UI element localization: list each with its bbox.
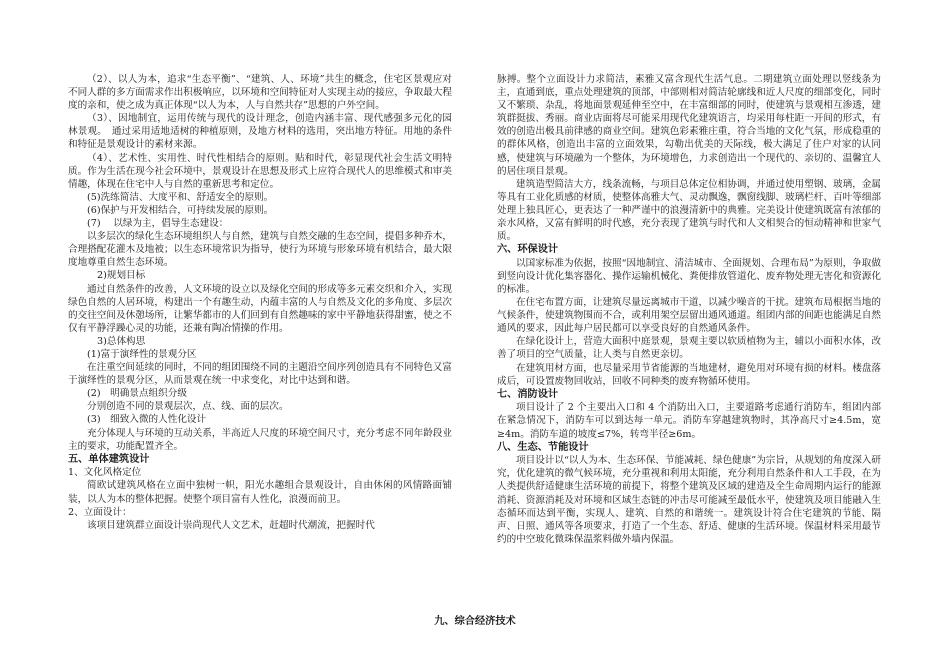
section-heading-7: 七、消防设计 <box>497 388 559 400</box>
section-heading-6: 六、环保设计 <box>497 244 559 256</box>
subheading: 1、文化风格定位 <box>68 467 142 479</box>
subheading: 3)总体构思 <box>97 335 146 347</box>
paragraph: 在住宅布置方面，让建筑尽量远离城市干道，以减少噪音的干扰。建筑布局根据当地的气候条件，使建筑物围而不合，或利用架空层留出通风通道。组团内部的间距也能满足自然通风的要求，因此每户居民都可以享受良好的自然通风条件。 <box>497 297 881 335</box>
paragraph: 项目设计了 2 个主要出入口和 4 个消防出入口，主要道路考虑通行消防车，组团内部在紧急情况下，消防车可以到达每一单元。消防车穿越建筑物时，其净高尺寸≥4.5m，宽≥4m。消防车道的坡度≤7%，转弯半径≥6m。 <box>497 402 881 440</box>
paragraph: （2）、以人为本，追求“生态平衡”、“建筑、人、环境”共生的概念，住宅区景观应对不同人群的多方面需求作出积极响应，以环境和空间特征对人实现主动的接应，争取最大程度的亲和，使之成为真正体现“以人为本，人与自然共存”思想的户外空间。 <box>68 74 452 112</box>
left-text-column <box>68 73 452 532</box>
section-heading-8: 八、生态、节能设计 <box>497 441 589 453</box>
paragraph: （3）、因地制宜，运用传统与现代的设计理念，创造内涵丰富、现代感强多元化的园林景观。 通过采用适地适树的种植原则，及地方材料的选用，突出地方特征。用地的条件和特征是景观设计的素材来源。 <box>68 113 452 151</box>
paragraph: 在建筑用材方面，也尽量采用节省能源的当地建材，避免用对环境有损的材料。楼盘落成后，可设置废物回收站，回收不同种类的废弃物循环使用。 <box>497 362 881 387</box>
subheading: (3) 细致入微的人性化设计 <box>87 414 207 426</box>
paragraph: 项目设计以“以人为本、生态环保、节能减耗、绿色健康”为宗旨，从规划的角度深入研究，优化建筑的微气候环境，充分重视和利用太阳能，充分利用自然条件和人工手段，在为人类提供舒适健康生活环境的前提下，将整个建筑及区域的建造及全生命周期内运行的能源消耗、资源消耗及对环境和区域生态链的冲击尽可能减至最低水平，使建筑及项目能融入生态循环而达到平衡，实现人、建筑、自然的和谐统一。建筑设计符合住宅建筑的节能、隔声、日照、通风等各项要求，打造了一个生态、舒适、健康的生活环境。保温材料采用最节约的中空玻化微珠保温浆料做外墙内保温。 <box>497 455 881 545</box>
paragraph: (7) 以绿为主，倡导生态建设： <box>87 218 229 230</box>
paragraph: 分别创造不同的景观层次，点、线、面的层次。 <box>87 401 289 413</box>
subheading: (2) 明确景点组织分级 <box>87 388 187 400</box>
paragraph: (5)洗练简洁、大度平和、舒适安全的原则。 <box>87 191 274 203</box>
paragraph: 建筑造型简洁大方，线条流畅，与项目总体定位相协调，并通过使用塑钢、玻璃，金属等具有工业化质感的材质，使整体高雅大气、灵动飘逸，飘窗线脚、玻璃栏杆、百叶等细部处理上独具匠心，更表达了一种严谨中的浪漫清新中的典雅。完美设计使建筑既富有浓郁的亲水风格，又富有鲜明的时代感，充分表现了建筑与时代和人文相契合的恒动精神和世家气质。 <box>497 178 881 243</box>
subheading: 2、立面设计： <box>68 506 132 518</box>
paragraph: 在绿化设计上，营造大面积中庭景观，景观主要以软质植物为主，辅以小面积水体，改善了项目的空气质量，让人类与自然更亲切。 <box>497 336 881 361</box>
paragraph: 脉搏。整个立面设计力求简洁，素雅又富含现代生活气息。二期建筑立面处理以竖线条为主，直通到底，重点处理建筑的顶部，中部则相对简洁轮廓线和近人尺度的细部变化，同时又不繁琐、杂乱，将地面景观延伸至空中，在丰富细部的同时，使建筑与景观相互渗透，建筑群挺拔、秀丽。商业店面将尽可能采用现代化建筑语言，均采用每柱距一开间的形式，有效的创造出极具前律感的商业空间。建筑色彩素雅庄重，符合当地的文化气氛，形成稳重的的群体风格，创造出丰富的立面效果，勾勒出优美的天际线，极大满足了住户对家的认同感，使建筑与环境融为一个整体，为环境增色，力求创造出一个现代的、亲切的、温馨宜人的居住项目景观。 <box>497 74 881 177</box>
section-heading-5: 五、单体建筑设计 <box>68 453 150 465</box>
subheading: (1)富于演绎性的景观分区 <box>87 348 197 360</box>
paragraph: 以国家标准为依据，按照“因地制宜、清洁城市、全面规划、合理布局”为原则，争取做到竖向设计优化集容器化、操作运输机械化、粪便排放管道化、废弃物处理无害化和资源化的标准。 <box>497 257 881 295</box>
paragraph: 在注重空间延续的同时，不同的组团围绕不同的主题沿空间序列创造具有不同特色又富于演绎性的景观分区，从而景观在统一中求变化，对比中达到和谐。 <box>68 362 452 387</box>
paragraph: (6)保护与开发相结合，可持续发展的原则。 <box>87 204 274 216</box>
paragraph: 以多层次的绿化生态环境组织人与自然，建筑与自然交融的生态空间，提倡多种乔木，合理搭配花灌木及地被；以生态环境常识为指导，使行为环境与形象环境有机结合，最大限度地尊重自然生态环境。 <box>68 231 452 269</box>
paragraph: 简欧试建筑风格在立面中独树一帜，阳光水趣组合景观设计，自由休闲的风情路面铺装，以人为本的整体把握。使整个项目富有人性化，浪漫而前卫。 <box>68 480 452 505</box>
subheading: 2)规划目标 <box>97 270 146 282</box>
right-text-column <box>497 73 881 546</box>
section-heading-9: 九、综合经济技术 <box>434 616 516 627</box>
paragraph: 通过自然条件的改善，人文环境的设立以及绿化空间的形成等多元素交织和介入，实现绿色自然的人居环境，构建出一个有趣生动，内蕴丰富的人与自然及文化的多角度、多层次的交往空间及休憩场所，让繁华都市的人们回到有自然趣味的家中平静地获得甜蜜，使之不仅有平静浮躁心灵的功能，还兼有陶冶情操的作用。 <box>68 283 452 334</box>
paragraph: （4）、艺术性、实用性、时代性相结合的原则。贴和时代，彰显现代社会生活文明特质。作为生活在现今社会环境中，景观设计在思想及形式上应符合现代人的思维模式和审美情趣，体现在住宅中人与自然的重新思考和定位。 <box>68 152 452 190</box>
paragraph: 该项目建筑群立面设计崇尚现代人文艺术，赶超时代潮流，把握时代 <box>87 519 375 531</box>
paragraph: 充分体现人与环境的互动关系，半高近人尺度的环境空间尺寸，充分考虑不同年龄段业主的要求，功能配置齐全。 <box>68 427 452 452</box>
